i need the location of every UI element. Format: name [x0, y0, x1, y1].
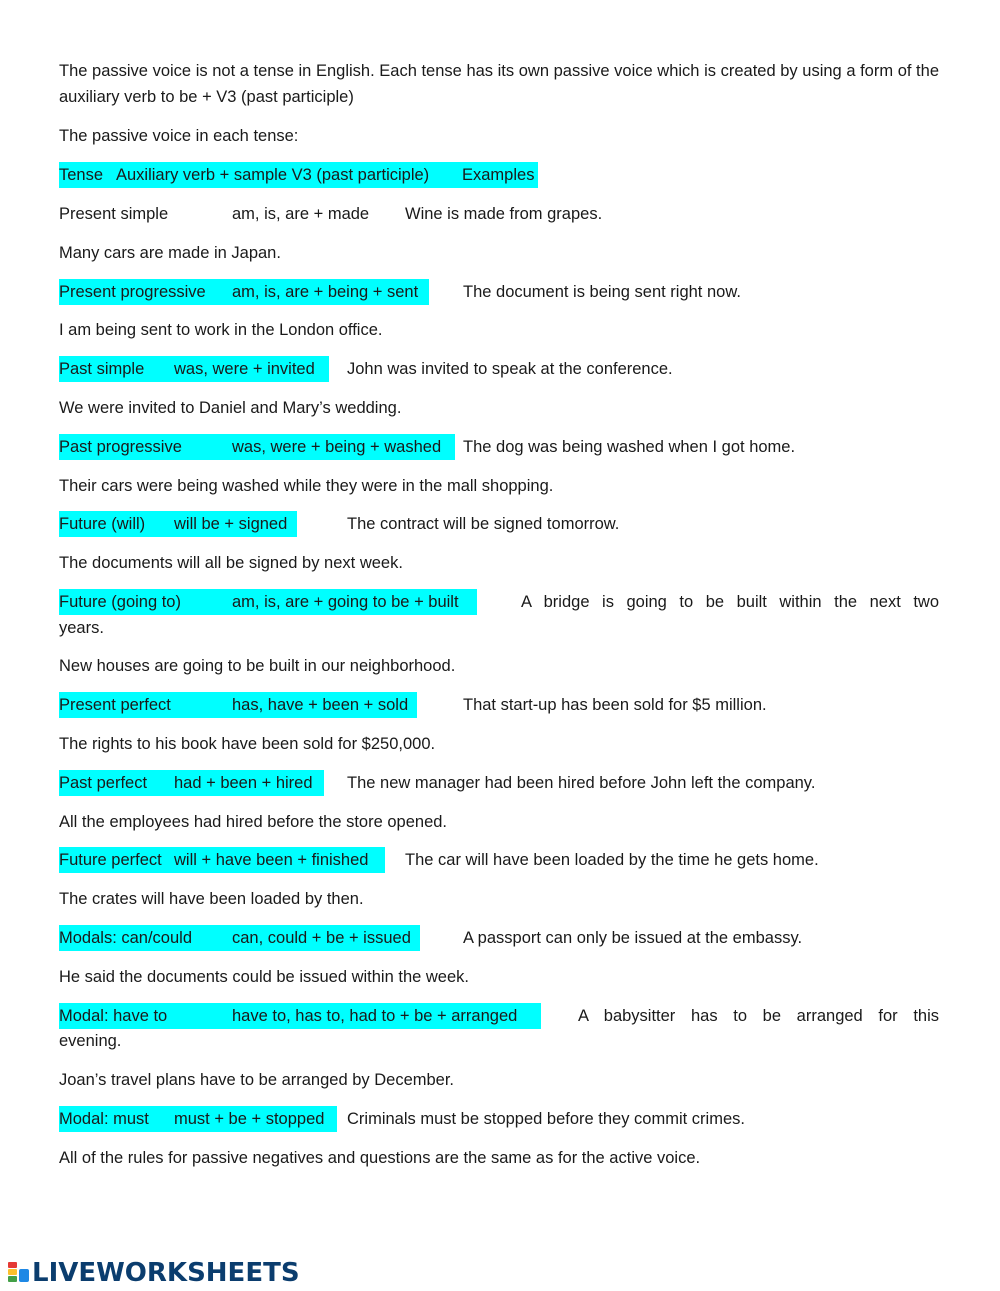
aux-formula: had + been + hired	[174, 774, 313, 792]
example: The document is being sent right now.	[463, 283, 741, 301]
table-row	[59, 434, 939, 460]
tense-label: Modal: must	[59, 1110, 149, 1128]
tense-label: Future perfect	[59, 851, 162, 869]
example: The new manager had been hired before John left the company.	[347, 774, 816, 792]
aux-formula: have to, has to, had to + be + arranged	[232, 1007, 518, 1025]
example: The contract will be signed tomorrow.	[347, 515, 620, 533]
example-second: We were invited to Daniel and Mary’s wedding.	[59, 399, 402, 417]
tense-label: Future (will)	[59, 515, 146, 533]
table-row	[59, 692, 939, 718]
table-header-row	[59, 162, 939, 188]
example-second: Their cars were being washed while they were in the mall shopping.	[59, 477, 554, 495]
example-continuation: years.	[59, 619, 104, 637]
example-second: The rights to his book have been sold for $250,000.	[59, 735, 436, 753]
tense-label: Present progressive	[59, 283, 206, 301]
example: The dog was being washed when I got home.	[463, 438, 796, 456]
aux-formula: must + be + stopped	[174, 1110, 325, 1128]
tense-label: Present simple	[59, 205, 169, 223]
example: The car will have been loaded by the time he gets home.	[405, 851, 819, 869]
example-continuation: evening.	[59, 1032, 122, 1050]
closing-note: All of the rules for passive negatives and questions are the same as for the active voice.	[59, 1149, 701, 1167]
header-examples: Examples	[462, 166, 535, 184]
example-second: New houses are going to be built in our neighborhood.	[59, 657, 456, 675]
example: Criminals must be stopped before they commit crimes.	[347, 1110, 745, 1128]
header-aux: Auxiliary verb + sample V3 (past participle)	[116, 166, 430, 184]
table-row	[59, 847, 939, 873]
table-row	[59, 1106, 939, 1132]
tense-label: Present perfect	[59, 696, 171, 714]
aux-formula: was, were + invited	[174, 360, 315, 378]
example-second: I am being sent to work in the London office.	[59, 321, 383, 339]
example-second: Joan’s travel plans have to be arranged by December.	[59, 1071, 455, 1089]
header-tense: Tense	[59, 166, 104, 184]
table-row	[59, 511, 939, 537]
example-second: All the employees had hired before the store opened.	[59, 813, 448, 831]
aux-formula: am, is, are + made	[232, 205, 370, 223]
tense-label: Modal: have to	[59, 1007, 168, 1025]
example-second: The documents will all be signed by next week.	[59, 554, 403, 572]
tense-label: Modals: can/could	[59, 929, 192, 947]
liveworksheets-logo[interactable]	[8, 1258, 300, 1288]
table-row	[59, 925, 939, 951]
example: Wine is made from grapes.	[405, 205, 603, 223]
tense-label: Past simple	[59, 360, 145, 378]
table-row	[59, 356, 939, 382]
aux-formula: has, have + been + sold	[232, 696, 409, 714]
aux-formula: was, were + being + washed	[232, 438, 442, 456]
example-second: He said the documents could be issued within the week.	[59, 968, 469, 986]
table-row	[59, 201, 939, 227]
aux-formula: will be + signed	[174, 515, 288, 533]
example: John was invited to speak at the conference.	[347, 360, 673, 378]
table-row	[59, 279, 939, 305]
example-second: The crates will have been loaded by then.	[59, 890, 364, 908]
aux-formula: am, is, are + being + sent	[232, 283, 419, 301]
aux-formula: will + have been + finished	[174, 851, 369, 869]
table-row	[59, 770, 939, 796]
example: A babysitter has to be arranged for this	[578, 1007, 939, 1025]
example-second: Many cars are made in Japan.	[59, 244, 281, 262]
tense-label: Past perfect	[59, 774, 148, 792]
intro-paragraph: The passive voice is not a tense in English. Each tense has its own passive voice which is created by using a form of the auxiliary verb to be + V3 (past participle)	[59, 62, 939, 106]
tense-label: Past progressive	[59, 438, 182, 456]
table-row	[59, 589, 939, 615]
aux-formula: am, is, are + going to be + built	[232, 593, 459, 611]
logo-icon	[8, 1261, 30, 1285]
tense-label: Future (going to)	[59, 593, 181, 611]
table-row	[59, 1003, 939, 1029]
example: A bridge is going to be built within the next two	[521, 593, 939, 611]
example: A passport can only be issued at the embassy.	[463, 929, 803, 947]
aux-formula: can, could + be + issued	[232, 929, 411, 947]
subheading: The passive voice in each tense:	[59, 127, 299, 145]
example: That start-up has been sold for $5 million.	[463, 696, 767, 714]
logo-text: LIVEWORKSHEETS	[32, 1258, 300, 1288]
